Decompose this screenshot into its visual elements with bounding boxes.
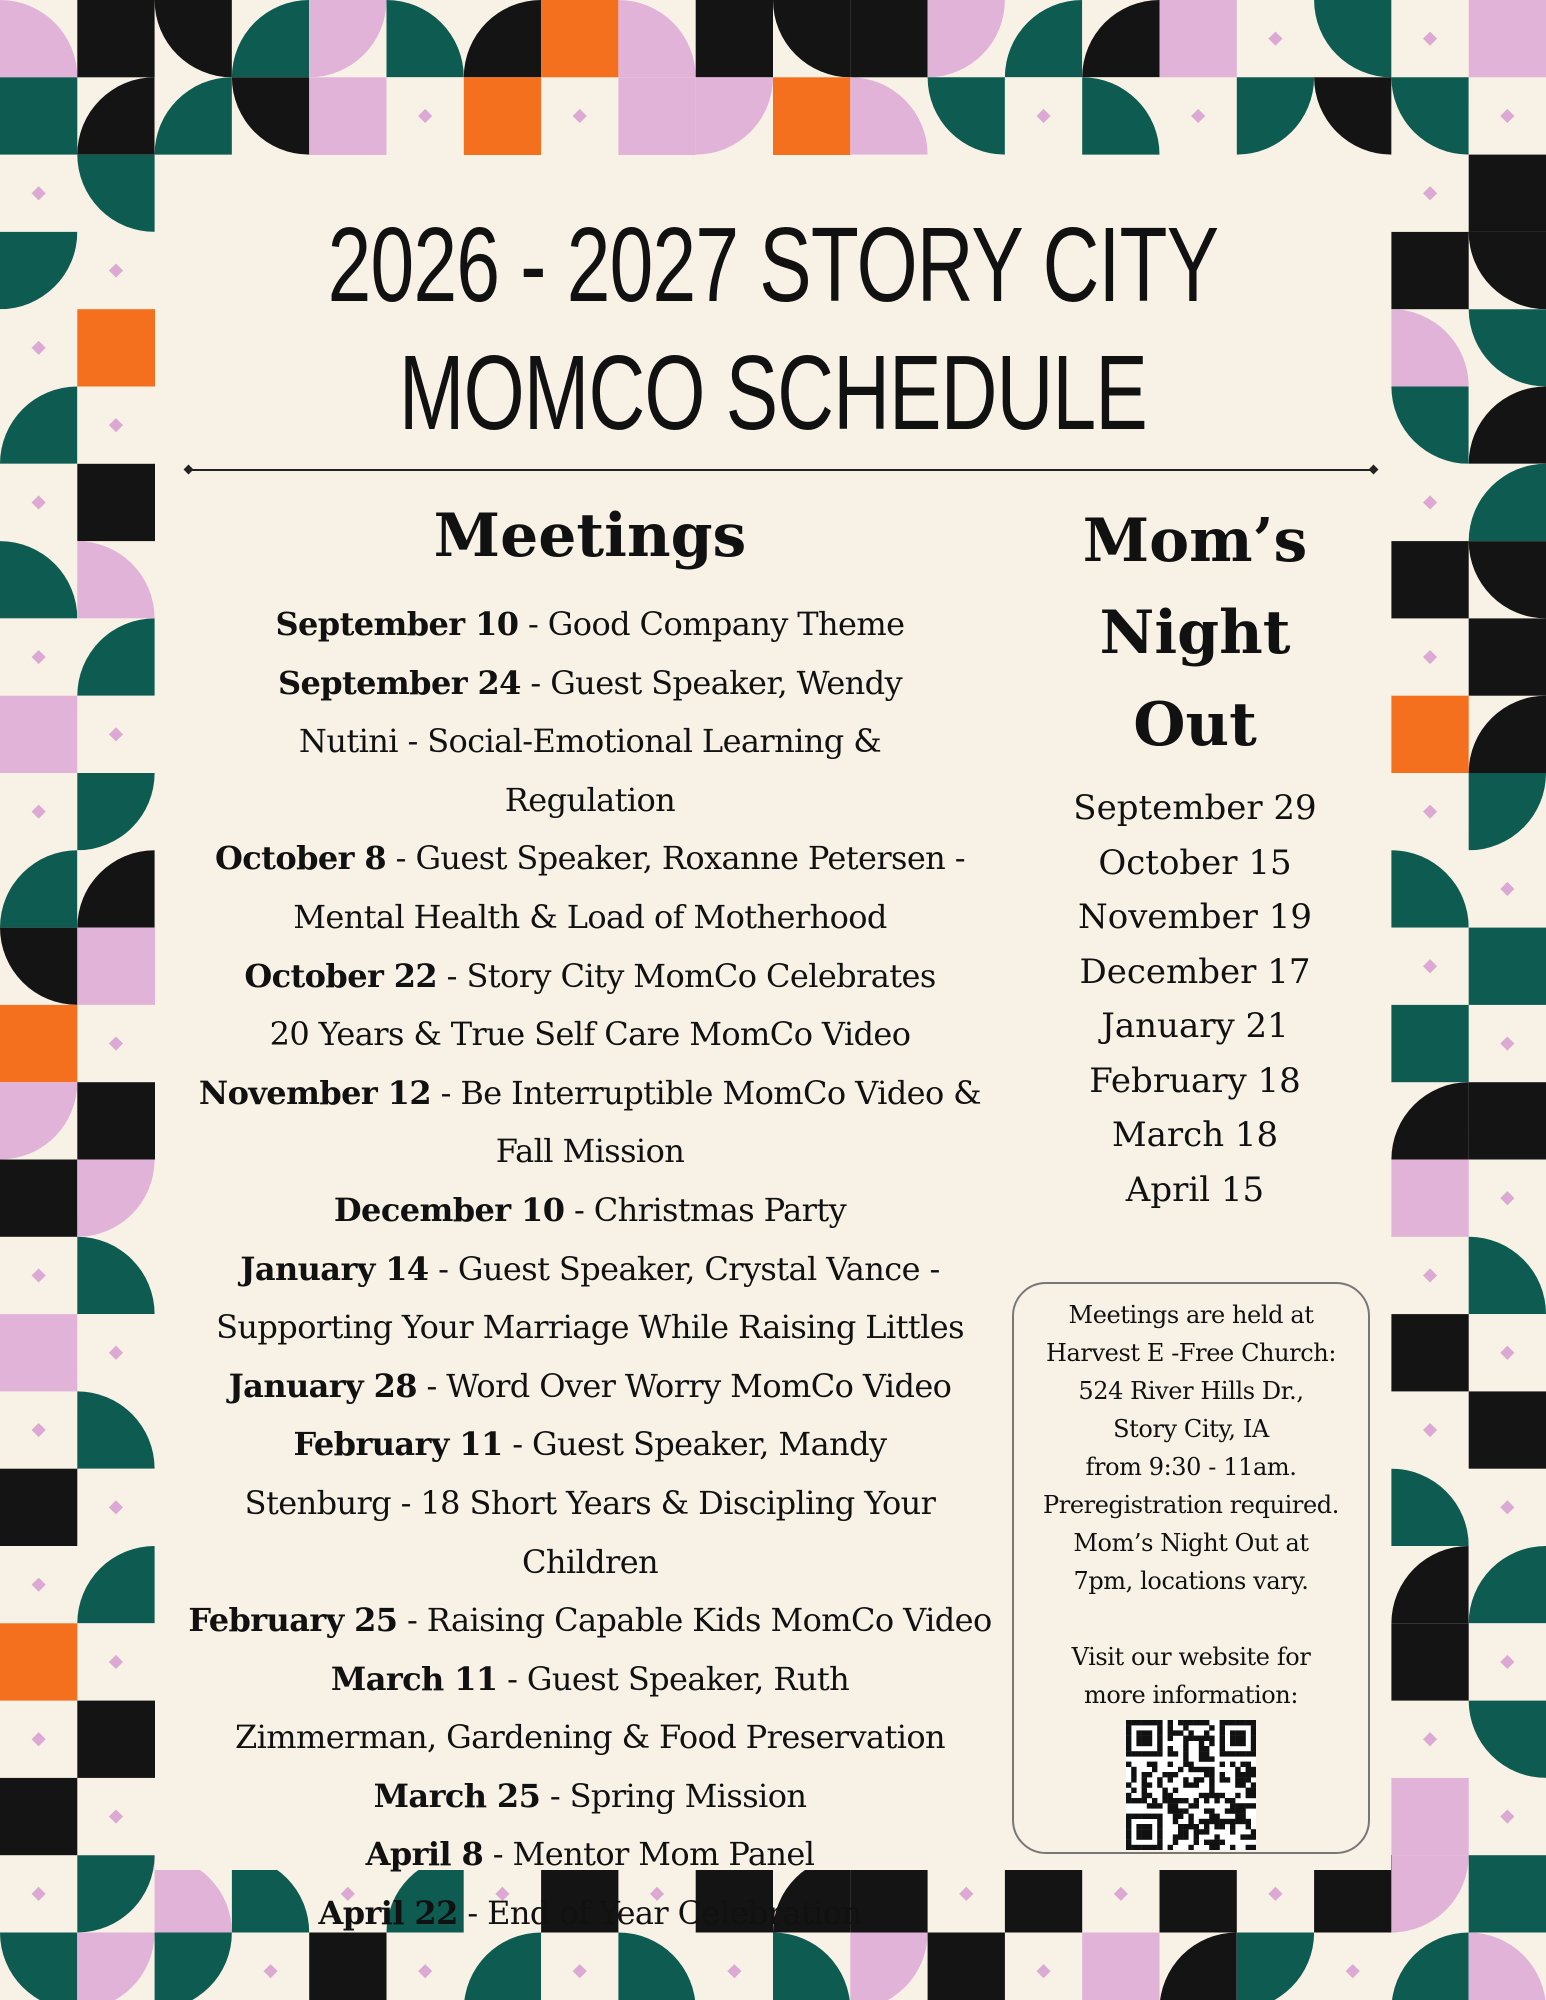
page-title: [316, 201, 1231, 457]
meeting-date: January 28: [228, 1366, 417, 1405]
meeting-item: [170, 654, 1010, 830]
meeting-desc: - Spring Mission: [540, 1776, 807, 1815]
moms-night-date: October 15: [1098, 842, 1292, 883]
meeting-date: November 12: [198, 1073, 431, 1112]
meeting-date: April 8: [365, 1835, 484, 1874]
schedule-panel: [155, 155, 1391, 1933]
divider-rule: [188, 469, 1374, 471]
meeting-item: [170, 1825, 1010, 1884]
title-line-1: 2026 - 2027 STORY CITY: [327, 206, 1219, 324]
moms-night-out-dates: [1010, 781, 1380, 1217]
meeting-date: October 8: [215, 839, 387, 878]
info-line: 524 River Hills Dr.,: [1078, 1377, 1304, 1405]
meeting-date: March 25: [373, 1776, 541, 1815]
moms-night-date: December 17: [1079, 951, 1311, 992]
meeting-item: [170, 829, 1010, 946]
meeting-item: [170, 947, 1010, 1064]
meetings-list: [170, 595, 1010, 1943]
title-line-2: MOMCO SCHEDULE: [399, 334, 1147, 452]
meeting-desc: - Mentor Mom Panel: [483, 1835, 815, 1874]
meeting-item: [170, 1357, 1010, 1416]
meeting-date: March 11: [330, 1659, 498, 1698]
info-line: from 9:30 - 11am.: [1085, 1453, 1297, 1481]
meeting-date: October 22: [244, 956, 438, 995]
meeting-desc: - Guest Speaker, Ruth Zimmerman, Gardening & Food Preservation: [234, 1659, 946, 1757]
meeting-desc: - Story City MomCo Celebrates 20 Years & True Self Care MomCo Video: [269, 956, 936, 1054]
meeting-item: [170, 1884, 1010, 1943]
meeting-item: [170, 1591, 1010, 1650]
moms-night-date: February 18: [1089, 1060, 1301, 1101]
meetings-heading: Meetings: [433, 501, 747, 571]
moms-night-out-section: [1010, 495, 1380, 1217]
info-line: Harvest E -Free Church:: [1045, 1339, 1336, 1367]
meeting-desc: - Raising Capable Kids MomCo Video: [397, 1601, 992, 1640]
meeting-date: February 25: [188, 1601, 398, 1640]
meeting-date: February 11: [293, 1425, 503, 1464]
meeting-desc: - Guest Speaker, Roxanne Petersen - Mental Health & Load of Motherhood: [293, 839, 965, 936]
meeting-item: [170, 1650, 1010, 1767]
website-line: Visit our website for: [1071, 1643, 1311, 1671]
meeting-item: [170, 1064, 1010, 1181]
moms-night-date: April 15: [1125, 1169, 1265, 1210]
meeting-item: [170, 1415, 1010, 1591]
moms-night-date: November 19: [1078, 897, 1312, 937]
website-line: more information:: [1083, 1681, 1299, 1709]
meeting-date: April 22: [318, 1894, 458, 1933]
meeting-date: December 10: [333, 1190, 565, 1229]
meeting-desc: - Be Interruptible MomCo Video & Fall Mission: [431, 1073, 982, 1171]
moms-night-date: January 21: [1101, 1006, 1289, 1046]
moms-night-out-heading: [1010, 495, 1380, 771]
meeting-item: [170, 595, 1010, 654]
meeting-item: [170, 1767, 1010, 1826]
info-line: Mom’s Night Out at: [1073, 1529, 1309, 1557]
info-line: Preregistration required.: [1043, 1491, 1339, 1519]
moms-night-date: March 18: [1111, 1115, 1279, 1155]
info-box: [1012, 1282, 1370, 1854]
meeting-desc: - Christmas Party: [564, 1190, 847, 1229]
meeting-desc: - End of Year Celebration: [457, 1894, 862, 1933]
meeting-date: September 24: [277, 663, 521, 702]
meeting-date: September 10: [275, 605, 519, 643]
info-line: 7pm, locations vary.: [1073, 1567, 1309, 1595]
qr-code[interactable]: [1126, 1720, 1256, 1850]
moms-night-date: September 29: [1073, 788, 1317, 828]
meetings-section: [170, 495, 1010, 1943]
meeting-date: January 14: [240, 1249, 429, 1288]
meeting-desc: - Good Company Theme: [518, 605, 905, 643]
meeting-desc: - Guest Speaker, Mandy Stenburg - 18 Short Years & Discipling Your Children: [244, 1425, 936, 1581]
moms-night-out-heading-line: Out: [1133, 690, 1257, 760]
moms-night-out-heading-line: Night: [1099, 598, 1291, 668]
meeting-desc: - Guest Speaker, Crystal Vance - Supporting Your Marriage While Raising Littles: [216, 1249, 964, 1347]
meeting-item: [170, 1181, 1010, 1240]
info-line: Story City, IA: [1113, 1415, 1269, 1443]
moms-night-out-heading-line: Mom’s: [1082, 506, 1308, 576]
meeting-item: [170, 1240, 1010, 1357]
info-line: Meetings are held at: [1068, 1301, 1314, 1329]
meeting-desc: - Guest Speaker, Wendy Nutini - Social-Emotional Learning & Regulation: [298, 663, 903, 819]
meeting-desc: - Word Over Worry MomCo Video: [416, 1366, 952, 1405]
